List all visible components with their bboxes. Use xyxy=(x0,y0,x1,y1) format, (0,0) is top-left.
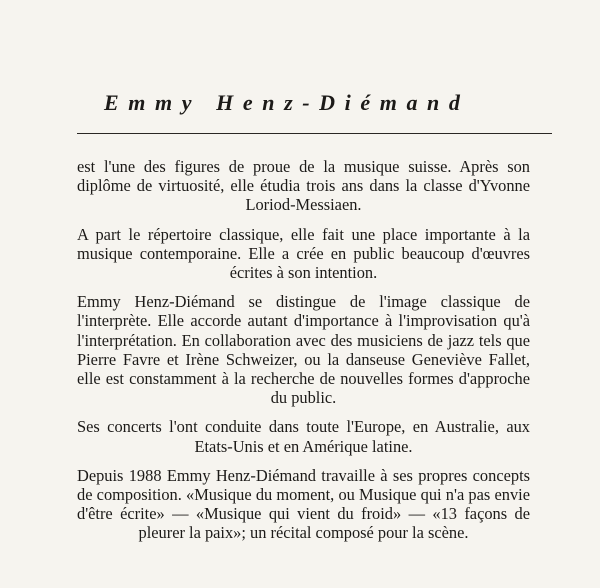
paragraph-repertoire: A part le répertoire classique, elle fait une place importante à la musique contemporaine. Elle a crée en public beaucoup d'œuvres écrites à son intention. xyxy=(77,224,530,283)
paragraph-composition: Depuis 1988 Emmy Henz-Diémand travaille à ses propres concepts de composition. «Musique du moment, ou Musique qui n'a pas envie d'être écrite» — «Musique qui vient du froid» — «13 façons de pleurer la paix»; un récital composé pour la scène. xyxy=(77,465,530,543)
paragraph-improvisation: Emmy Henz-Diémand se distingue de l'image classique de l'interprète. Elle accorde autant d'importance à l'improvisation qu'à l'interprétation. En collaboration avec des musiciens de jazz tels que Pierre Favre et Irène Schweizer, ou la danseuse Geneviève Fallet, elle est constamment à la recherche de nouvelles formes d'approche du public. xyxy=(77,292,530,408)
paragraph-training: est l'une des figures de proue de la musique suisse. Après son diplôme de virtuosité, elle étudia trois ans dans la classe d'Yvonne Loriod-Messiaen. xyxy=(77,157,530,215)
paragraph-concerts: Ses concerts l'ont conduite dans toute l'Europe, en Australie, aux Etats-Unis et en Amérique latine. xyxy=(77,417,530,456)
title-divider xyxy=(77,133,552,134)
biography-text xyxy=(77,157,530,553)
page-title: Emmy Henz-Diémand xyxy=(104,90,470,115)
